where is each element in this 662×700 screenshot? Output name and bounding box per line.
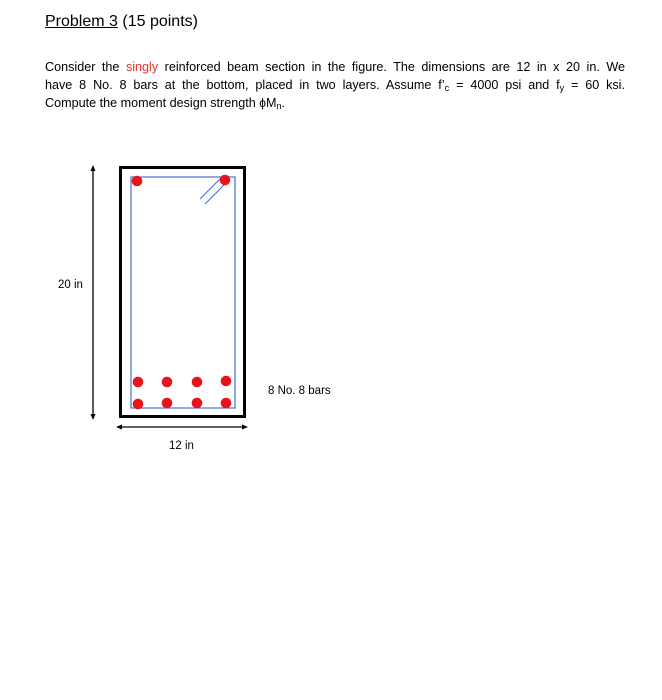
top-bar <box>220 175 231 186</box>
bars-label: 8 No. 8 bars <box>268 385 331 397</box>
bottom-bar-upper-layer <box>162 377 173 388</box>
top-bar <box>132 176 143 187</box>
stirrup-hook-2 <box>205 182 227 204</box>
problem-label: Problem 3 <box>45 13 118 30</box>
phi-symbol: ϕ <box>259 96 266 110</box>
width-label: 12 in <box>169 440 194 452</box>
bottom-bar-upper-layer <box>192 377 203 388</box>
fy-subscript: y <box>559 83 565 93</box>
stirrup-hook-1 <box>200 177 222 199</box>
stirrup <box>131 177 235 408</box>
bottom-bar-upper-layer <box>133 377 144 388</box>
singly-highlight: singly <box>125 60 159 74</box>
bottom-bar-lower-layer <box>221 398 232 409</box>
statement-line-2: have 8 No. 8 bars at the bottom, placed in two layers. Assume $f’_c = 4000$ psi and $f_y = 60$ ksi. <box>45 78 625 93</box>
bottom-bar-lower-layer <box>133 399 144 410</box>
fc-subscript: c <box>444 83 450 93</box>
bottom-bar-upper-layer <box>221 376 232 387</box>
bottom-bar-lower-layer <box>162 398 173 409</box>
moment-symbol: M <box>265 96 277 110</box>
bottom-bar-lower-layer <box>192 398 203 409</box>
moment-subscript: n <box>276 101 282 111</box>
problem-points: (15 points) <box>117 13 198 30</box>
statement-line-1: Consider the singly reinforced beam section in the figure. The dimensions are 12 in x 20 in. We <box>45 60 625 74</box>
height-label: 20 in <box>58 279 83 291</box>
statement-line-3: Compute the moment design strength $\phi M_n$. <box>45 96 285 111</box>
